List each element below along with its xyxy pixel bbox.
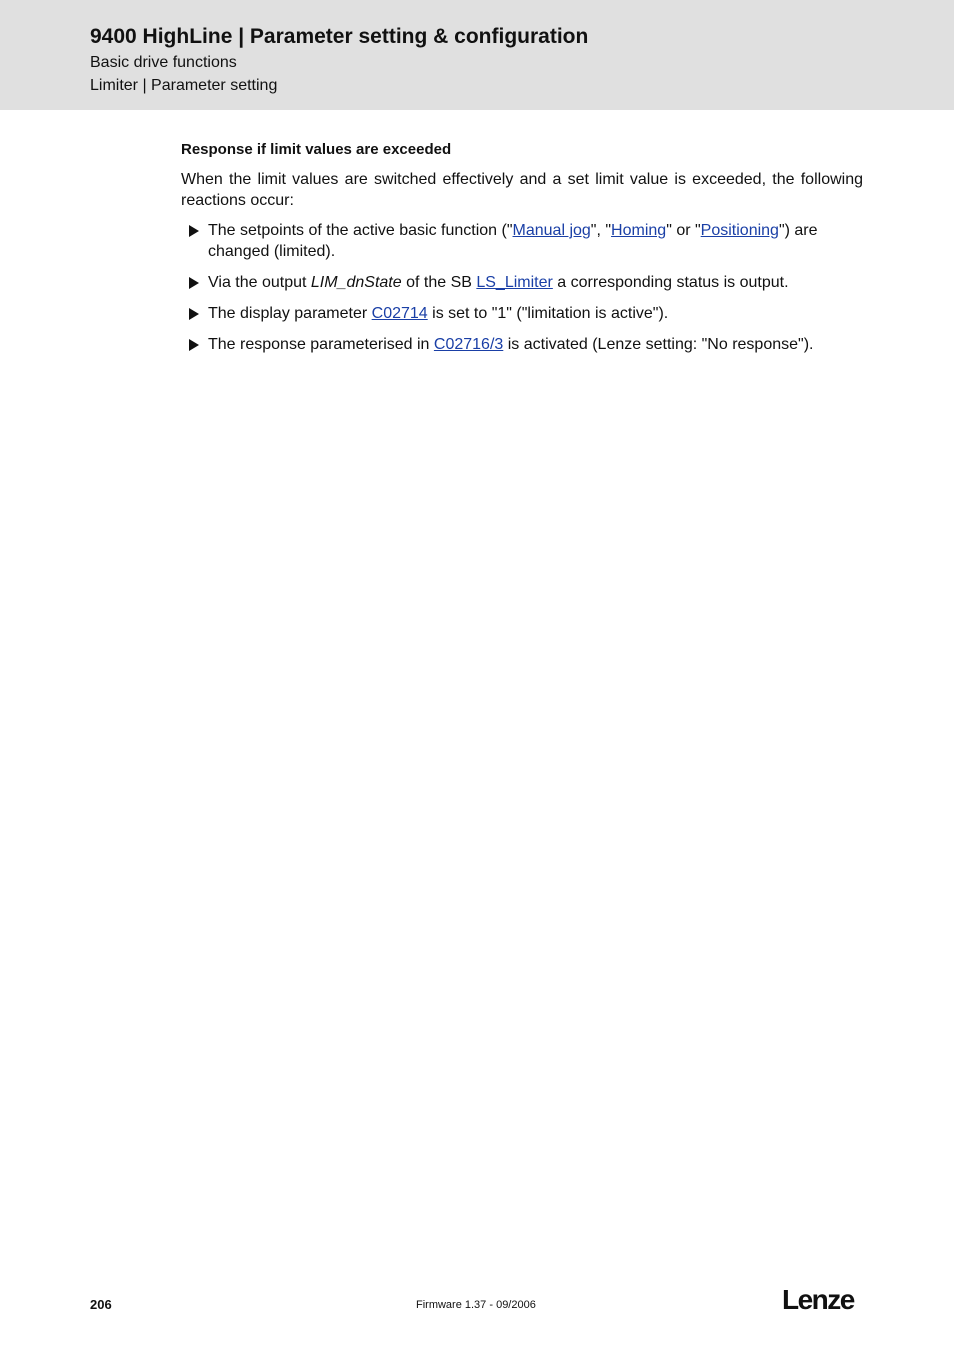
positioning-link[interactable]: Positioning bbox=[700, 222, 779, 239]
list-item: The response parameterised in C02716/3 is activated (Lenze setting: "No response"). bbox=[181, 334, 863, 355]
manual-jog-link[interactable]: Manual jog bbox=[512, 222, 591, 239]
bullet-arrow-icon bbox=[189, 277, 199, 289]
homing-link[interactable]: Homing bbox=[611, 222, 667, 239]
document-title: 9400 HighLine | Parameter setting & configuration bbox=[90, 25, 589, 48]
breadcrumb-section: Limiter | Parameter setting bbox=[90, 77, 278, 94]
section-heading: Response if limit values are exceeded bbox=[181, 141, 452, 158]
main-content bbox=[181, 141, 863, 365]
firmware-version: Firmware 1.37 - 09/2006 bbox=[416, 1299, 536, 1311]
bullet-arrow-icon bbox=[189, 339, 199, 351]
bullet-arrow-icon bbox=[189, 225, 199, 237]
bullet-arrow-icon bbox=[189, 308, 199, 320]
list-item: The setpoints of the active basic function ("Manual jog", "Homing" or "Positioning") are changed (limited). bbox=[181, 220, 863, 262]
page-header bbox=[0, 0, 954, 110]
signal-name: LIM_dnState bbox=[310, 274, 402, 291]
page-number: 206 bbox=[90, 1297, 112, 1312]
intro-paragraph: When the limit values are switched effectively and a set limit value is exceeded, the following reactions occur: bbox=[181, 171, 863, 209]
reactions-list bbox=[181, 220, 863, 355]
lenze-logo: Lenze bbox=[782, 1284, 854, 1315]
breadcrumb-chapter: Basic drive functions bbox=[90, 54, 237, 71]
c02714-link[interactable]: C02714 bbox=[371, 305, 428, 322]
ls-limiter-link[interactable]: LS_Limiter bbox=[476, 274, 553, 291]
list-item: Via the output LIM_dnState of the SB LS_Limiter a corresponding status is output. bbox=[181, 272, 863, 293]
list-item: The display parameter C02714 is set to "1" ("limitation is active"). bbox=[181, 303, 863, 324]
c02716-3-link[interactable]: C02716/3 bbox=[433, 336, 504, 353]
